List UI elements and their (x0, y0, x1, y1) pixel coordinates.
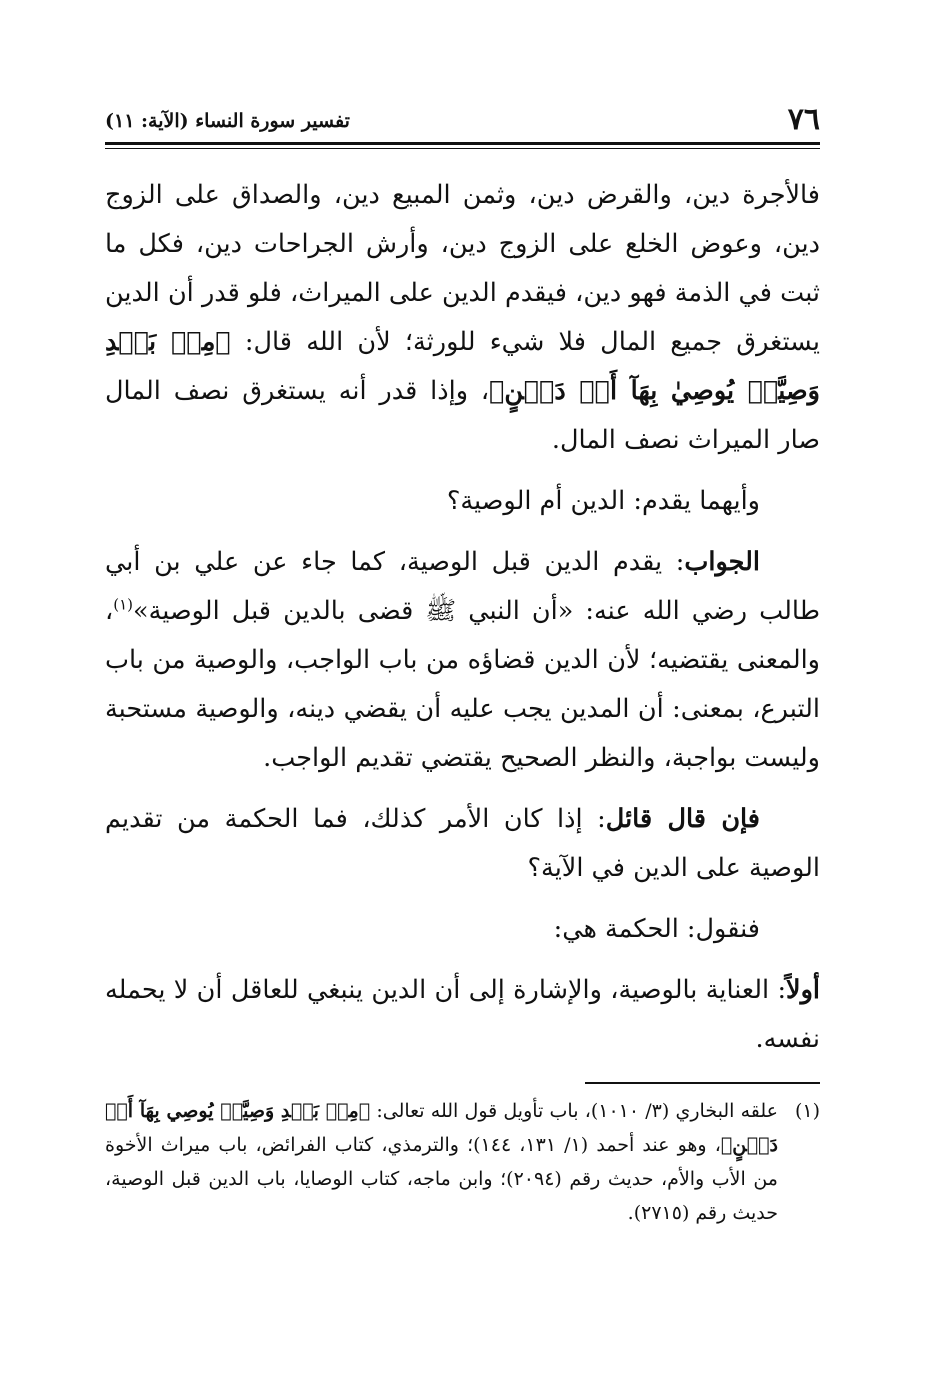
first-point-lead: أولاً (786, 975, 820, 1005)
quran-verse: ﴿مِنۢ بَعۡدِ وَصِيَّةٖ يُوصِيٰ بِهَآ أَوۡ دَيۡنٍ﴾ (105, 327, 820, 406)
objection-lead: فإن قال قائل (605, 804, 760, 834)
footnote-number: (١) (794, 1100, 820, 1122)
footnotes (105, 1094, 820, 1230)
page-header (105, 100, 820, 140)
footnote-text-a: علقه البخاري (٣/ ١٠١٠)، باب تأويل قول الله تعالى: (376, 1100, 779, 1122)
paragraph-4 (105, 795, 820, 893)
page-number: ٧٦ (787, 102, 820, 137)
paragraph-5: فنقول: الحكمة هي: (553, 914, 760, 944)
footnote-text-b: ، وهو عند أحمد (١/ ١٣١، ١٤٤)؛ والترمذي، كتاب الفرائض، باب ميراث الأخوة من الأب والأم، حديث رقم (٢٠٩٤)؛ وابن ماجه، كتاب الوصايا، باب الدين قبل الوصية، حديث رقم (٢٧١٥). (105, 1134, 778, 1224)
paragraph-3-text-b: ، والمعنى يقتضيه؛ لأن الدين قضاؤه من باب الواجب، والوصية من باب التبرع، بمعنى: أن المدين يجب عليه أن يقضي دينه، والوصية مستحبة وليست بواجبة، والنظر الصحيح يقتضي تقديم الواجب. (105, 596, 820, 773)
paragraph-1 (105, 171, 820, 465)
footnote-item (105, 1094, 820, 1230)
paragraph-1-text: فالأجرة دين، والقرض دين، وثمن المبيع دين، والصداق على الزوج دين، وعوض الخلع على الزوج دين، وأرش الجراحات دين، فكل ما ثبت في الذمة فهو دين، فيقدم الدين على الميراث، فلو قدر أن الدين يستغرق جميع المال فلا شيء للورثة؛ لأن الله قال: (105, 180, 820, 357)
paragraph-2: وأيهما يقدم: الدين أم الوصية؟ (446, 486, 760, 516)
paragraph-3 (105, 538, 820, 783)
paragraph-4-text: : إذا كان الأمر كذلك، فما الحكمة من تقديم الوصية على الدين في الآية؟ (105, 804, 820, 883)
footnote-separator (585, 1082, 820, 1084)
book-page (105, 100, 820, 1230)
header-rule-thick (105, 142, 820, 145)
footnote-text (105, 1094, 778, 1230)
header-rule-thin (105, 148, 820, 149)
footnote-quran: ﴿مِنۢ بَعۡدِ وَصِيَّةٖ يُوصِي بِهَآ أَوۡ دَيۡنٍ﴾ (105, 1100, 778, 1156)
answer-lead: الجواب (684, 547, 760, 577)
running-title: تفسير سورة النساء (الآية: ١١) (105, 110, 350, 132)
paragraph-6-text: : العناية بالوصية، والإشارة إلى أن الدين ينبغي للعاقل أن لا يحمله نفسه. (105, 975, 820, 1054)
paragraph-3-text-a: : يقدم الدين قبل الوصية، كما جاء عن علي بن أبي طالب رضي الله عنه: «أن النبي ﷺ قضى بالدين قبل الوصية» (105, 547, 820, 626)
paragraph-6 (105, 966, 820, 1064)
paragraph-1-tail: ، وإذا قدر أنه يستغرق نصف المال صار الميراث نصف المال. (105, 376, 820, 455)
footnote-reference[interactable]: (١) (113, 595, 134, 614)
main-text (105, 171, 820, 1064)
